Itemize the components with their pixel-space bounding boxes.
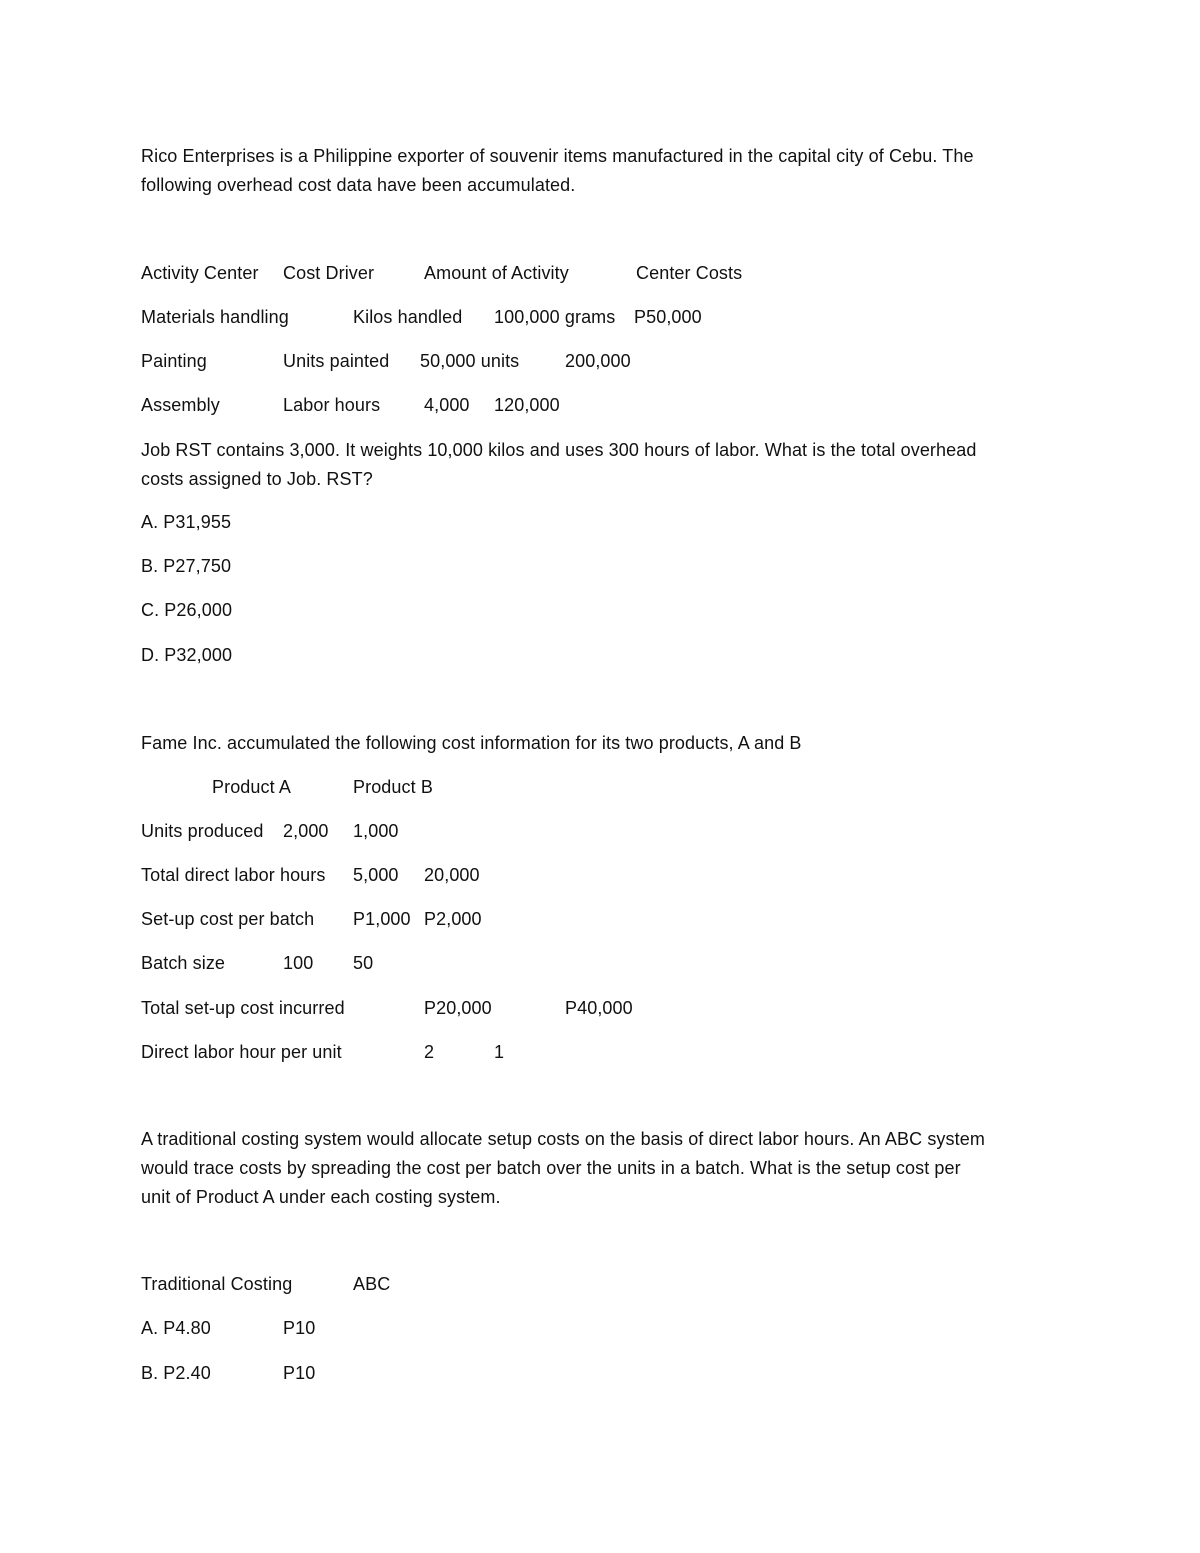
q1-row2-driver: Units painted: [283, 351, 390, 371]
q2-header-product-b: Product B: [353, 777, 433, 797]
q1-row1-driver: Kilos handled: [353, 307, 463, 327]
q2-answer-header-abc: ABC: [353, 1274, 391, 1294]
q2-row2-a: 5,000: [353, 865, 399, 885]
q1-question-line1: Job RST contains 3,000. It weights 10,000 kilos and uses 300 hours of labor. What is the total overhead: [141, 440, 977, 460]
q1-option-b: B. P27,750: [141, 556, 232, 576]
q1-option-a: A. P31,955: [141, 512, 232, 532]
q2-row3-a: P1,000: [353, 909, 411, 929]
q1-row2-amount: 50,000 units: [420, 351, 520, 371]
q2-row6-label: Direct labor hour per unit: [141, 1042, 342, 1062]
q1-row2-cost: 200,000: [565, 351, 631, 371]
q2-question-line1: A traditional costing system would allocate setup costs on the basis of direct labor hours. An ABC system: [141, 1129, 985, 1149]
q1-intro-line2: following overhead cost data have been accumulated.: [141, 175, 576, 195]
q1-row1-activity: Materials handling: [141, 307, 289, 327]
q1-header-center-costs: Center Costs: [636, 263, 743, 283]
q1-row3-activity: Assembly: [141, 395, 220, 415]
q2-answer-header-traditional: Traditional Costing: [141, 1274, 293, 1294]
q1-header-activity-center: Activity Center: [141, 263, 259, 283]
q2-row1-b: 1,000: [353, 821, 399, 841]
q2-row2-label: Total direct labor hours: [141, 865, 326, 885]
q2-row5-b: P40,000: [565, 998, 633, 1018]
q2-row6-b: 1: [494, 1042, 505, 1062]
q1-row3-cost: 120,000: [494, 395, 560, 415]
q1-row3-amount: 4,000: [424, 395, 470, 415]
q1-question-line2: costs assigned to Job. RST?: [141, 469, 373, 489]
q1-row1-amount: 100,000 grams: [494, 307, 616, 327]
q2-answer-b-abc: P10: [283, 1363, 316, 1383]
q2-row5-label: Total set-up cost incurred: [141, 998, 345, 1018]
q2-answer-a-traditional: A. P4.80: [141, 1318, 211, 1338]
q2-row4-b: 50: [353, 953, 374, 973]
q2-intro: Fame Inc. accumulated the following cost information for its two products, A and B: [141, 733, 802, 753]
q2-answer-b-traditional: B. P2.40: [141, 1363, 211, 1383]
q1-header-amount-of-activity: Amount of Activity: [424, 263, 569, 283]
q2-row4-a: 100: [283, 953, 314, 973]
q1-row2-activity: Painting: [141, 351, 207, 371]
q2-question-line2: would trace costs by spreading the cost per batch over the units in a batch. What is the setup cost per: [141, 1158, 961, 1178]
q2-row3-label: Set-up cost per batch: [141, 909, 315, 929]
q2-row2-b: 20,000: [424, 865, 480, 885]
q2-row1-a: 2,000: [283, 821, 329, 841]
q2-row6-a: 2: [424, 1042, 435, 1062]
q1-option-d: D. P32,000: [141, 645, 233, 665]
q2-header-product-a: Product A: [212, 777, 291, 797]
q2-row1-label: Units produced: [141, 821, 264, 841]
q2-row5-a: P20,000: [424, 998, 492, 1018]
q1-row1-cost: P50,000: [634, 307, 702, 327]
q2-row4-label: Batch size: [141, 953, 226, 973]
q1-option-c: C. P26,000: [141, 600, 233, 620]
q1-row3-driver: Labor hours: [283, 395, 381, 415]
q2-answer-a-abc: P10: [283, 1318, 316, 1338]
q2-row3-b: P2,000: [424, 909, 482, 929]
q2-question-line3: unit of Product A under each costing system.: [141, 1187, 501, 1207]
q1-intro-line1: Rico Enterprises is a Philippine exporter of souvenir items manufactured in the capital city of Cebu. The: [141, 146, 974, 166]
q1-header-cost-driver: Cost Driver: [283, 263, 375, 283]
